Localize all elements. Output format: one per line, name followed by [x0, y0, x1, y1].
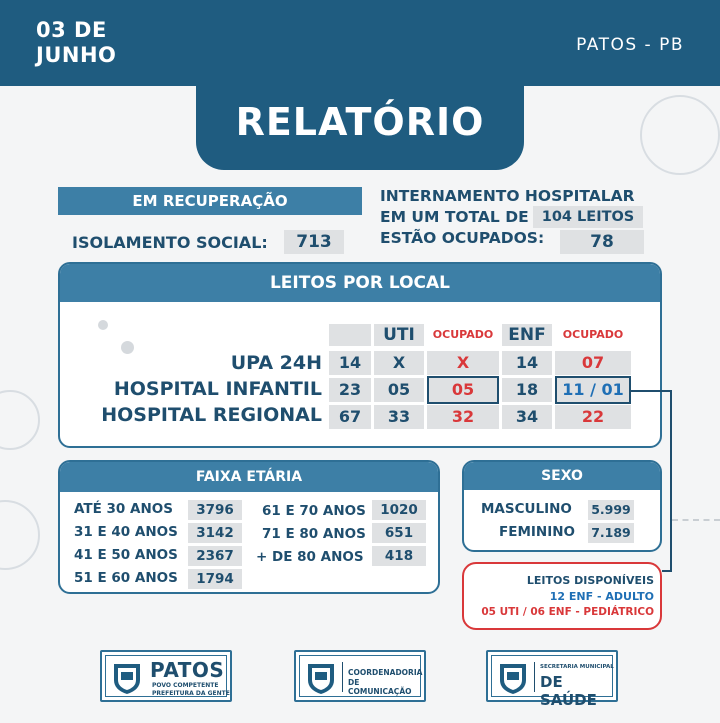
- occupied-beds-value: 78: [560, 230, 644, 254]
- logo1-tagline: POVO COMPETENTE: [152, 682, 219, 689]
- connector-line: [662, 570, 672, 572]
- table-cell: 14: [329, 351, 371, 375]
- report-date: [36, 18, 116, 68]
- crest-icon: [496, 658, 530, 696]
- beds-by-location-title: LEITOS POR LOCAL: [60, 264, 660, 302]
- age-groups-title: FAIXA ETÁRIA: [60, 462, 438, 492]
- isolation-value: 713: [284, 230, 344, 254]
- table-cell-highlighted: 05: [427, 376, 499, 404]
- recovery-badge: EM RECUPERAÇÃO: [58, 187, 362, 215]
- row-label-hospital-regional: HOSPITAL REGIONAL: [101, 404, 322, 426]
- logo3-line2: DE SAÚDE: [540, 673, 597, 709]
- age-label: 31 E 40 ANOS: [74, 524, 178, 540]
- decorative-dot: [98, 320, 108, 330]
- crest-icon: [110, 658, 144, 696]
- decorative-gear-left: [0, 390, 40, 450]
- logo3-line1: SECRETARIA MUNICIPAL: [540, 664, 614, 670]
- row-label-hospital-infantil: HOSPITAL INFANTIL: [113, 378, 322, 400]
- connector-line: [670, 390, 672, 572]
- sex-value: 7.189: [588, 523, 634, 543]
- date-month: JUNHO: [36, 43, 117, 67]
- age-value: 3142: [188, 523, 242, 543]
- logo1-name: PATOS: [150, 658, 225, 682]
- age-label: 71 E 80 ANOS: [262, 526, 366, 542]
- sex-value: 5.999: [588, 500, 634, 520]
- logo-prefeitura: [100, 650, 232, 702]
- table-header-uti: UTI: [374, 324, 424, 346]
- available-beds-title: LEITOS DISPONÍVEIS: [526, 574, 654, 587]
- age-value: 651: [372, 523, 426, 543]
- hospital-text-line2: EM UM TOTAL DE: [380, 208, 529, 226]
- table-cell: X: [374, 351, 424, 375]
- available-beds-pediatric: 05 UTI / 06 ENF - PEDIÁTRICO: [481, 606, 654, 618]
- decorative-dot: [121, 341, 134, 354]
- logo-coordenadoria: [294, 650, 426, 702]
- logo-divider: [342, 662, 343, 692]
- logo1-sub: PREFEITURA DA GENTE: [152, 690, 230, 697]
- sex-title: SEXO: [464, 462, 660, 490]
- age-value: 418: [372, 546, 426, 566]
- table-header-empty: [329, 324, 371, 346]
- dashed-line: [672, 519, 720, 521]
- age-label: ATÉ 30 ANOS: [74, 501, 173, 517]
- age-value: 2367: [188, 546, 242, 566]
- table-header-occupied-enf: OCUPADO: [555, 324, 631, 346]
- table-cell: X: [427, 351, 499, 375]
- table-cell-highlighted: 11 / 01: [555, 376, 631, 404]
- age-label: + DE 80 ANOS: [256, 549, 364, 565]
- age-value: 3796: [188, 500, 242, 520]
- logo-secretaria-saude: [486, 650, 618, 709]
- table-header-occupied-uti: OCUPADO: [427, 324, 499, 346]
- table-cell: 23: [329, 378, 371, 402]
- age-value: 1794: [188, 569, 242, 589]
- decorative-gear-right: [640, 95, 720, 175]
- logo-divider: [534, 662, 535, 692]
- available-beds-adult: 12 ENF - ADULTO: [549, 590, 654, 603]
- age-label: 51 E 60 ANOS: [74, 570, 178, 586]
- sex-label: MASCULINO: [481, 501, 572, 517]
- table-cell: 18: [502, 378, 552, 402]
- sex-label: FEMININO: [499, 524, 575, 540]
- row-label-upa: UPA 24H: [230, 352, 322, 374]
- total-beds-value: 104 LEITOS: [533, 206, 643, 228]
- logo2-line1: COORDENADORIA: [348, 668, 423, 677]
- table-cell: 67: [329, 405, 371, 429]
- table-cell: 32: [427, 405, 499, 429]
- logo2-line2: DE COMUNICAÇÃO: [348, 678, 412, 696]
- crest-icon: [304, 658, 338, 696]
- hospital-text-line1: INTERNAMENTO HOSPITALAR: [380, 187, 635, 205]
- table-header-enf: ENF: [502, 324, 552, 346]
- isolation-label: ISOLAMENTO SOCIAL:: [72, 233, 268, 252]
- connector-line: [631, 390, 672, 392]
- age-label: 61 E 70 ANOS: [262, 503, 366, 519]
- table-cell: 07: [555, 351, 631, 375]
- table-cell: 05: [374, 378, 424, 402]
- page-title: RELATÓRIO: [235, 100, 485, 144]
- table-cell: 34: [502, 405, 552, 429]
- age-value: 1020: [372, 500, 426, 520]
- hospital-text-line3: ESTÃO OCUPADOS:: [380, 229, 545, 247]
- date-day: 03 DE: [36, 18, 107, 42]
- table-cell: 33: [374, 405, 424, 429]
- decorative-gear-left-bottom: [0, 500, 40, 570]
- table-cell: 22: [555, 405, 631, 429]
- age-label: 41 E 50 ANOS: [74, 547, 178, 563]
- city-label: PATOS - PB: [576, 35, 684, 55]
- table-cell: 14: [502, 351, 552, 375]
